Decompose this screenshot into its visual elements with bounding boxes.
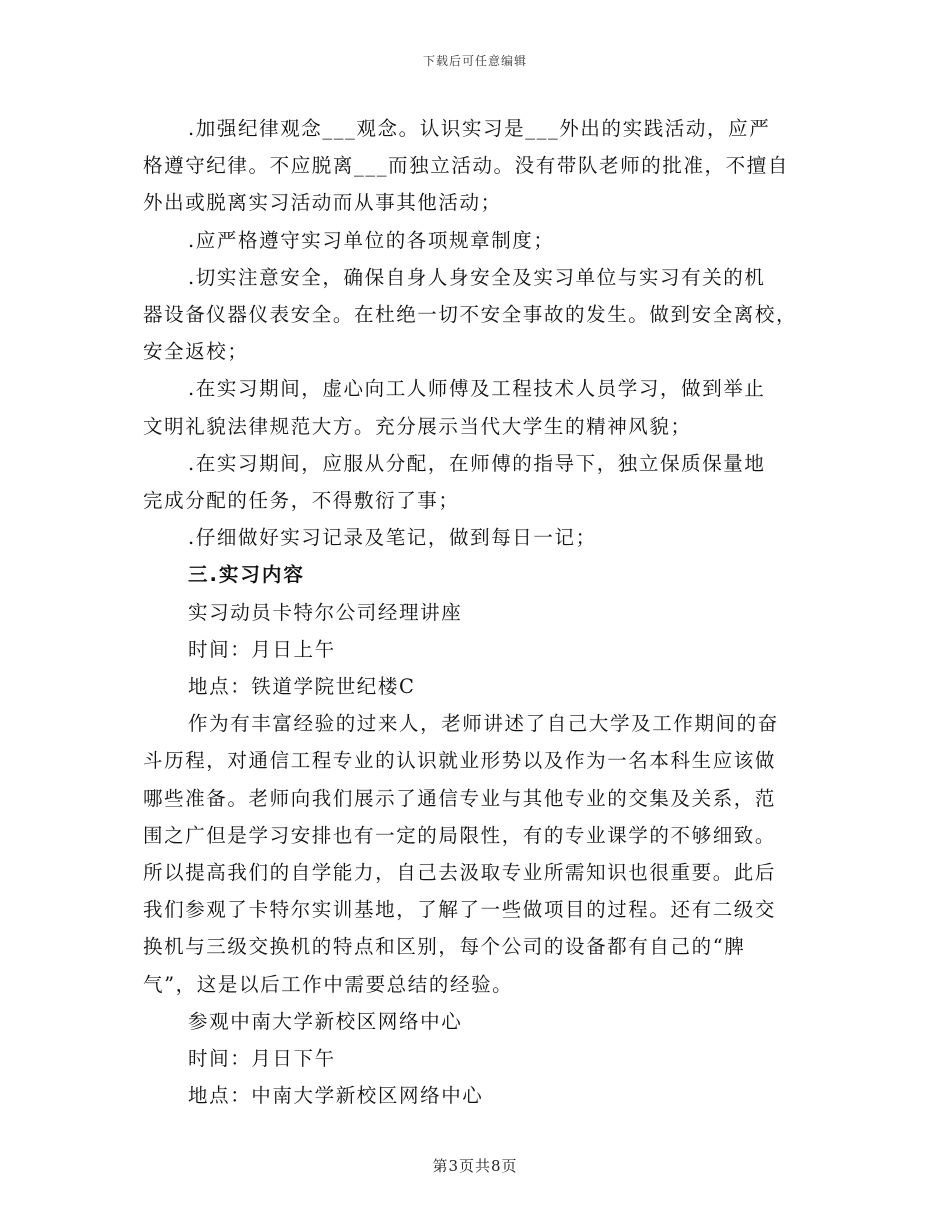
text-line: 地点：铁道学院世纪楼C: [188, 675, 416, 699]
text-line: 斗历程，对通信工程专业的认识就业形势以及作为一名本科生应该做: [143, 749, 777, 773]
text-line: .切实注意安全，确保自身人身安全及实习单位与实习有关的机: [188, 265, 766, 289]
text-line: 安全返校；: [143, 340, 249, 364]
text-line: .在实习期间，应服从分配，在师傅的指导下，独立保质保量地: [188, 451, 766, 475]
text-line: 换机与三级交换机的特点和区别，每个公司的设备都有自己的“脾: [143, 935, 746, 959]
section-heading: 三.实习内容: [188, 563, 305, 587]
text-line: 作为有丰富经验的过来人，老师讲述了自己大学及工作期间的奋: [188, 712, 779, 736]
text-line: 完成分配的任务，不得敷衍了事；: [143, 489, 460, 513]
text-line: 时间：月日下午: [188, 1047, 336, 1071]
text-line: .仔细做好实习记录及笔记，做到每日一记；: [188, 526, 597, 550]
text-line: 器设备仪器仪表安全。在杜绝一切不安全事故的发生。做到安全离校，: [143, 303, 798, 327]
text-line: 所以提高我们的自学能力，自己去汲取专业所需知识也很重要。此后: [143, 861, 777, 885]
text-line: 时间：月日上午: [188, 637, 336, 661]
text-line: 哪些准备。老师向我们展示了通信专业与其他专业的交集及关系，范: [143, 786, 777, 810]
text-line: 参观中南大学新校区网络中心: [188, 1009, 463, 1033]
text-line: 我们参观了卡特尔实训基地，了解了一些做项目的过程。还有二级交: [143, 898, 777, 922]
text-line: 格遵守纪律。不应脱离___而独立活动。没有带队老师的批准，不擅自: [143, 154, 789, 178]
text-line: 气”，这是以后工作中需要总结的经验。: [143, 972, 514, 996]
text-line: 实习动员卡特尔公司经理讲座: [188, 600, 463, 624]
page-header: 下载后可任意编辑: [422, 54, 527, 68]
text-line: .在实习期间，虚心向工人师傅及工程技术人员学习，做到举止: [188, 377, 766, 401]
text-line: .加强纪律观念___观念。认识实习是___外出的实践活动，应严: [188, 117, 771, 140]
text-line: 围之广但是学习安排也有一定的局限性，有的专业课学的不够细致。: [143, 823, 777, 847]
document-body: [143, 110, 808, 1114]
text-line: .应严格遵守实习单位的各项规章制度；: [188, 228, 555, 252]
text-line: 文明礼貌法律规范大方。充分展示当代大学生的精神风貌；: [143, 414, 692, 438]
page-footer: 第3页共8页: [432, 1157, 518, 1175]
text-line: 地点：中南大学新校区网络中心: [188, 1084, 484, 1108]
text-line: 外出或脱离实习活动而从事其他活动；: [143, 191, 502, 215]
